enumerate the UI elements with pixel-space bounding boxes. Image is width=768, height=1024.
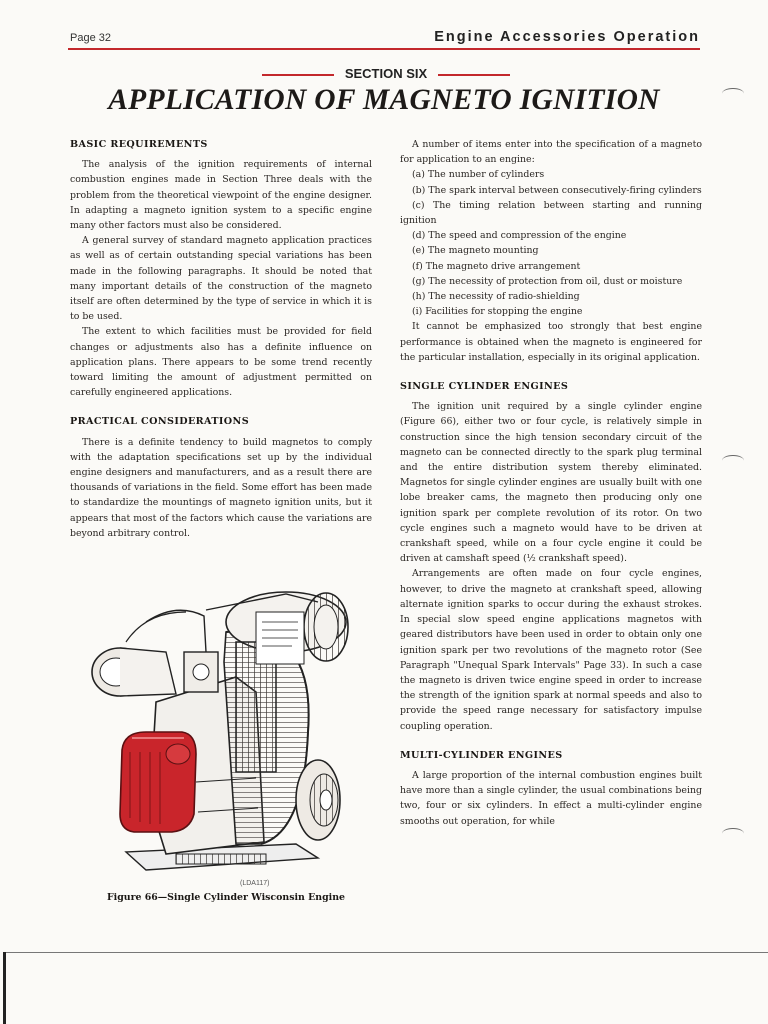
figure-code: (LDA117) bbox=[240, 880, 270, 887]
running-head: Engine Accessories Operation bbox=[434, 29, 700, 45]
paragraph: It cannot be emphasized too strongly that best engine performance is obtained when the magneto is engineered for the particular installation, especially in its original application. bbox=[400, 321, 702, 363]
bottom-rule bbox=[4, 952, 768, 953]
section-rule-right bbox=[438, 74, 510, 76]
paragraph: There is a definite tendency to build magnetos to comply with the adaptation specifications set up by the individual engine designers and manufacturers, and as a result there are thousands of variations in the field. Some effort has been made to standardize the mountings of magneto ignition units, but it appears that most of the factors which cause the variations are beyond arbitrary control. bbox=[70, 436, 372, 539]
paragraph: The extent to which facilities must be provided for field changes or adjustments also has a definite influence on application plans. There appears to be some trend recently toward limiting the amount of adjustment permitted on carefully engineered applications. bbox=[70, 326, 372, 399]
heading-single-cylinder-engines: SINGLE CYLINDER ENGINES bbox=[400, 381, 569, 393]
left-column bbox=[70, 137, 372, 541]
list-item: (g) The necessity of protection from oil, dust or moisture bbox=[412, 275, 683, 287]
section-rule-left bbox=[262, 74, 334, 76]
paragraph: The ignition unit required by a single cylinder engine (Figure 66), either two or four cycle, is relatively simple in construction since the high tension secondary circuit of the magneto can be connected directly to the spark plug terminal and the entire distribution system thereby eliminated. Magnetos for single cylinder engines are usually built with one lobe breaker cams, the magneto then producing only one ignition spark per complete revolution of its rotor. On two cycle engines such a magneto would have to be driven at crankshaft speed, while on a four cycle engine it could be driven at camshaft speed (½ crankshaft speed). bbox=[400, 401, 702, 565]
scan-edge-bar bbox=[3, 952, 6, 1024]
paragraph: The analysis of the ignition requirements of internal combustion engines made in Section Three deals with the problem from the theoretical viewpoint of the engine designer. In adapting a magneto ignition system to a specific engine many other factors must also be considered. bbox=[70, 159, 372, 232]
list-item: (i) Facilities for stopping the engine bbox=[412, 306, 583, 318]
page-number: Page 32 bbox=[70, 32, 111, 44]
header-rule bbox=[68, 48, 700, 50]
engine-illustration bbox=[86, 582, 366, 880]
heading-practical-considerations: PRACTICAL CONSIDERATIONS bbox=[70, 416, 250, 428]
list-item: (h) The necessity of radio-shielding bbox=[412, 291, 580, 303]
paragraph: Arrangements are often made on four cycle engines, however, to drive the magneto at crankshaft speed, allowing alternate ignition sparks to occur during the exhaust strokes. In special slow speed engine applications magnetos with geared distributors have been used in order to obtain only one ignition spark per two revolutions of the magneto rotor (See Paragraph "Unequal Spark Intervals" Page 33). In such a case the magneto is driven twice engine speed in order to increase the strength of the ignition spark at normal speeds and also to provide the speed range necessary for satisfactory impulse coupling operation. bbox=[400, 568, 702, 732]
section-label: SECTION SIX bbox=[344, 66, 428, 81]
list-item: (d) The speed and compression of the engine bbox=[412, 230, 627, 242]
paragraph: A number of items enter into the specification of a magneto for application to an engine: bbox=[400, 139, 702, 166]
list-item: (a) The number of cylinders bbox=[412, 169, 545, 181]
list-item: (b) The spark interval between consecutively-firing cylinders bbox=[412, 184, 702, 196]
margin-mark bbox=[722, 88, 744, 99]
list-item: (e) The magneto mounting bbox=[412, 245, 539, 257]
paragraph: A large proportion of the internal combustion engines built have more than a single cylinder, the usual combinations being two, four or six cylinders. In effect a multi-cylinder engine smooths out operation, for while bbox=[400, 769, 702, 827]
heading-multi-cylinder-engines: MULTI-CYLINDER ENGINES bbox=[400, 749, 563, 761]
figure-caption: Figure 66—Single Cylinder Wisconsin Engine bbox=[106, 892, 345, 903]
margin-mark bbox=[722, 828, 744, 839]
page-title: APPLICATION OF MAGNETO IGNITION bbox=[108, 84, 660, 116]
margin-mark bbox=[722, 455, 744, 466]
list-item: (f) The magneto drive arrangement bbox=[412, 260, 581, 272]
right-column bbox=[400, 137, 702, 829]
list-item: (c) The timing relation between starting and running ignition bbox=[400, 199, 702, 227]
paragraph: A general survey of standard magneto application practices as well as of certain outstanding special variations has been made in the following paragraphs. It should be noted that many important details of the construction of the magneto itself are often determined by the type of service in which it is to be used. bbox=[70, 235, 372, 323]
heading-basic-requirements: BASIC REQUIREMENTS bbox=[70, 139, 208, 150]
